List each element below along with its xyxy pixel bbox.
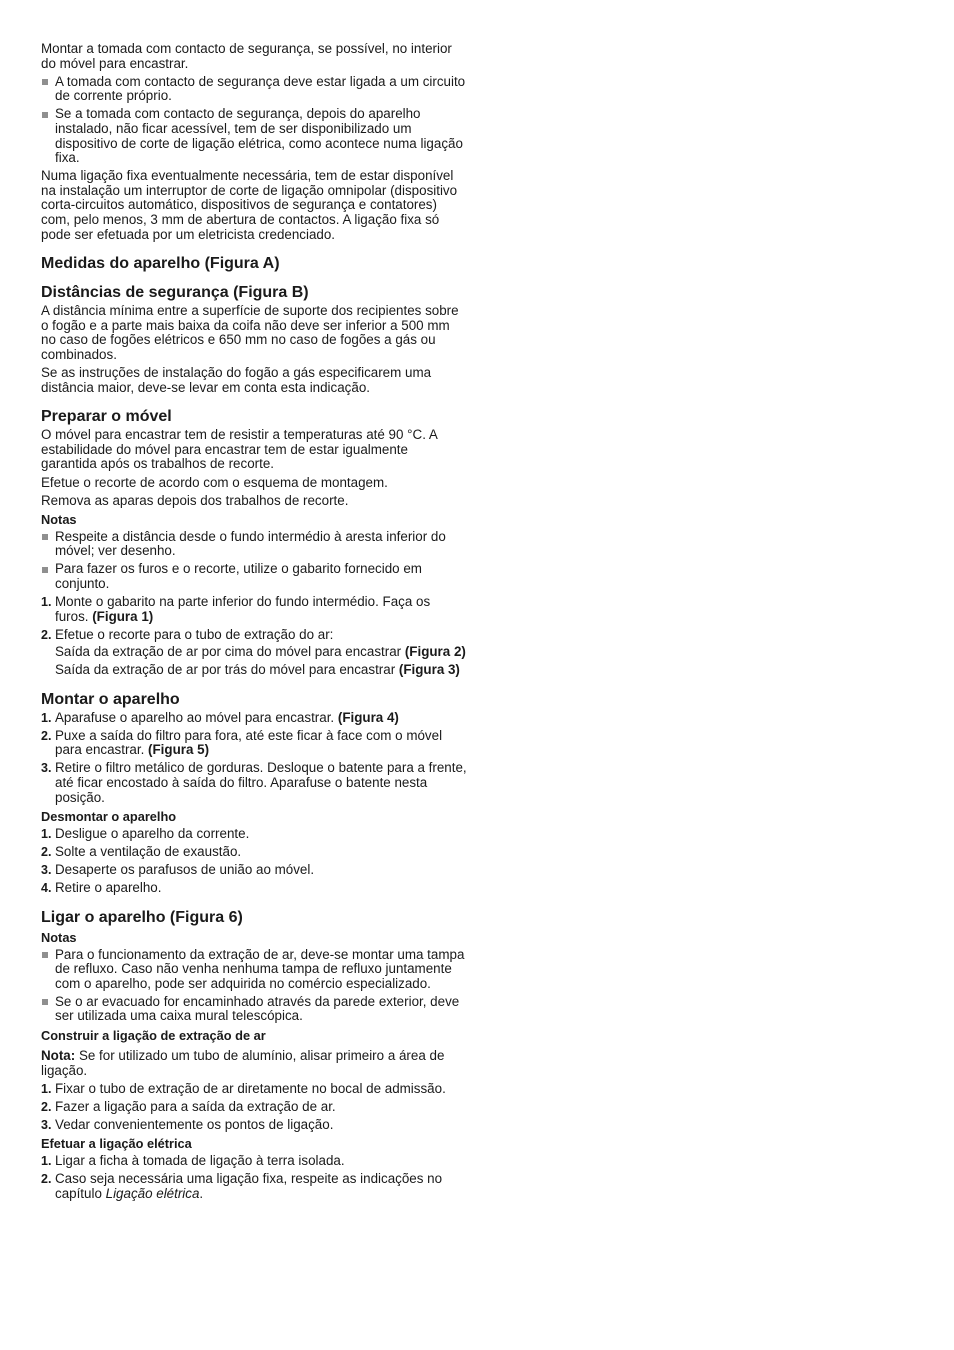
preparar-steps-list xyxy=(41,595,467,677)
desmontar-steps-list xyxy=(41,827,467,896)
document-column xyxy=(41,42,467,1205)
distancias-paragraph-2: Se as instruções de instalação do fogão a gás especificarem uma distância maior, deve-se levar em conta esta indicação. xyxy=(41,365,432,395)
list-item: 3. Desaperte os parafusos de união ao móvel. xyxy=(41,861,315,877)
section-heading-medidas: Medidas do aparelho (Figura A) xyxy=(41,255,280,273)
list-item: 1. Desligue o aparelho da corrente. xyxy=(41,825,250,841)
list-item: 3. Vedar convenientemente os pontos de ligação. xyxy=(41,1116,334,1132)
list-item: 2. Solte a ventilação de exaustão. xyxy=(41,843,242,859)
preparar-notes-list xyxy=(41,530,467,592)
list-item: 1. Ligar a ficha à tomada de ligação à terra isolada. xyxy=(41,1152,345,1168)
eletrica-steps-list xyxy=(41,1154,467,1201)
list-item: Se o ar evacuado for encaminhado através da parede exterior, deve ser utilizada uma caixa mural telescópica. xyxy=(41,995,467,1024)
preparar-paragraph-2: Efetue o recorte de acordo com o esquema de montagem. xyxy=(41,474,388,490)
list-item: 2. Puxe a saída do filtro para fora, até este ficar à face com o móvel para encastrar. (Figura 5) xyxy=(41,727,443,758)
preparar-paragraph: O móvel para encastrar tem de resistir a temperaturas até 90 °C. A estabilidade do móvel para encastrar tem de estar igualmente garantida após os trabalhos de recorte. xyxy=(41,427,438,472)
intro-paragraph: Montar a tomada com contacto de segurança, se possível, no interior do móvel para encastrar. xyxy=(41,41,452,71)
list-item: 1. Aparafuse o aparelho ao móvel para encastrar. (Figura 4) xyxy=(41,709,399,725)
square-bullet-icon xyxy=(42,534,48,540)
list-item: Respeite a distância desde o fundo intermédio à aresta inferior do móvel; ver desenho. xyxy=(41,530,467,559)
list-item: Para fazer os furos e o recorte, utilize o gabarito fornecido em conjunto. xyxy=(41,562,467,591)
fixed-connection-paragraph: Numa ligação fixa eventualmente necessária, tem de estar disponível na instalação um interruptor de corte de ligação omnipolar (dispositivo corta-circuitos automático, dispositivos de segurança e contatores) com, pelo menos, 3 mm de abertura de contactos. A ligação fixa só pode ser efetuada por um eletricista credenciado. xyxy=(41,168,458,242)
montar-steps-list xyxy=(41,711,467,806)
square-bullet-icon xyxy=(42,79,48,85)
square-bullet-icon xyxy=(42,952,48,958)
notas-heading: Notas xyxy=(41,511,77,527)
construir-heading: Construir a ligação de extração de ar xyxy=(41,1028,266,1043)
list-item: 1. Monte o gabarito na parte inferior do fundo intermédio. Faça os furos. (Figura 1) xyxy=(41,594,431,624)
list-item: A tomada com contacto de segurança deve estar ligada a um circuito de corrente próprio. xyxy=(41,75,467,104)
step-sub-paragraph: Saída da extração de ar por trás do móvel para encastrar (Figura 3) xyxy=(55,662,460,677)
construir-steps-list xyxy=(41,1082,467,1133)
section-heading-montar: Montar o aparelho xyxy=(41,690,180,708)
ligar-notes-list xyxy=(41,948,467,1024)
distancias-paragraph: A distância mínima entre a superfície de suporte dos recipientes sobre o fogão e a parte mais baixa da coifa não deve ser inferior a 500 mm no caso de fogões elétricos e 650 mm no caso de fogões a gás ou combinados. xyxy=(41,303,459,362)
step-sub-paragraph: Saída da extração de ar por cima do móvel para encastrar (Figura 2) xyxy=(55,644,466,660)
preparar-paragraph-3: Remova as aparas depois dos trabalhos de recorte. xyxy=(41,492,349,508)
list-item: Se a tomada com contacto de segurança, depois do aparelho instalado, não ficar acessível, tem de ser disponibilizado um dispositivo de corte de ligação elétrica, como acontece numa ligação fixa. xyxy=(41,107,467,165)
list-item: 3. Retire o filtro metálico de gorduras. Desloque o batente para a frente, até ficar encostado à saída do filtro. Aparafuse o batente nesta posição. xyxy=(41,760,467,805)
intro-bullet-list xyxy=(41,75,467,166)
eletrica-heading: Efetuar a ligação elétrica xyxy=(41,1135,192,1151)
notas-heading: Notas xyxy=(41,929,77,945)
section-heading-ligar: Ligar o aparelho (Figura 6) xyxy=(41,908,243,926)
nota-paragraph: Nota: Se for utilizado um tubo de alumínio, alisar primeiro a área de ligação. xyxy=(41,1048,445,1078)
list-item: Para o funcionamento da extração de ar, deve-se montar uma tampa de refluxo. Caso não venha nenhuma tampa de refluxo juntamente com o aparelho, pode ser adquirida no comércio especializado. xyxy=(41,948,467,992)
list-item: 2. Fazer a ligação para a saída da extração de ar. xyxy=(41,1098,336,1114)
list-item: 2. Caso seja necessária uma ligação fixa, respeite as indicações no capítulo Ligação elétrica. xyxy=(41,1171,443,1201)
list-item: 1. Fixar o tubo de extração de ar diretamente no bocal de admissão. xyxy=(41,1080,446,1096)
section-heading-distancias: Distâncias de segurança (Figura B) xyxy=(41,284,309,302)
square-bullet-icon xyxy=(42,112,48,118)
section-heading-preparar: Preparar o móvel xyxy=(41,408,172,426)
desmontar-heading: Desmontar o aparelho xyxy=(41,808,177,824)
square-bullet-icon xyxy=(42,999,48,1005)
list-item: 2. Efetue o recorte para o tubo de extração do ar: Saída da extração de ar por cima do móvel para encastrar (Figura 2) Saída da extração de ar por trás do móvel para encastrar (Figura 3) xyxy=(41,626,466,677)
list-item: 4. Retire o aparelho. xyxy=(41,879,162,895)
square-bullet-icon xyxy=(42,567,48,573)
